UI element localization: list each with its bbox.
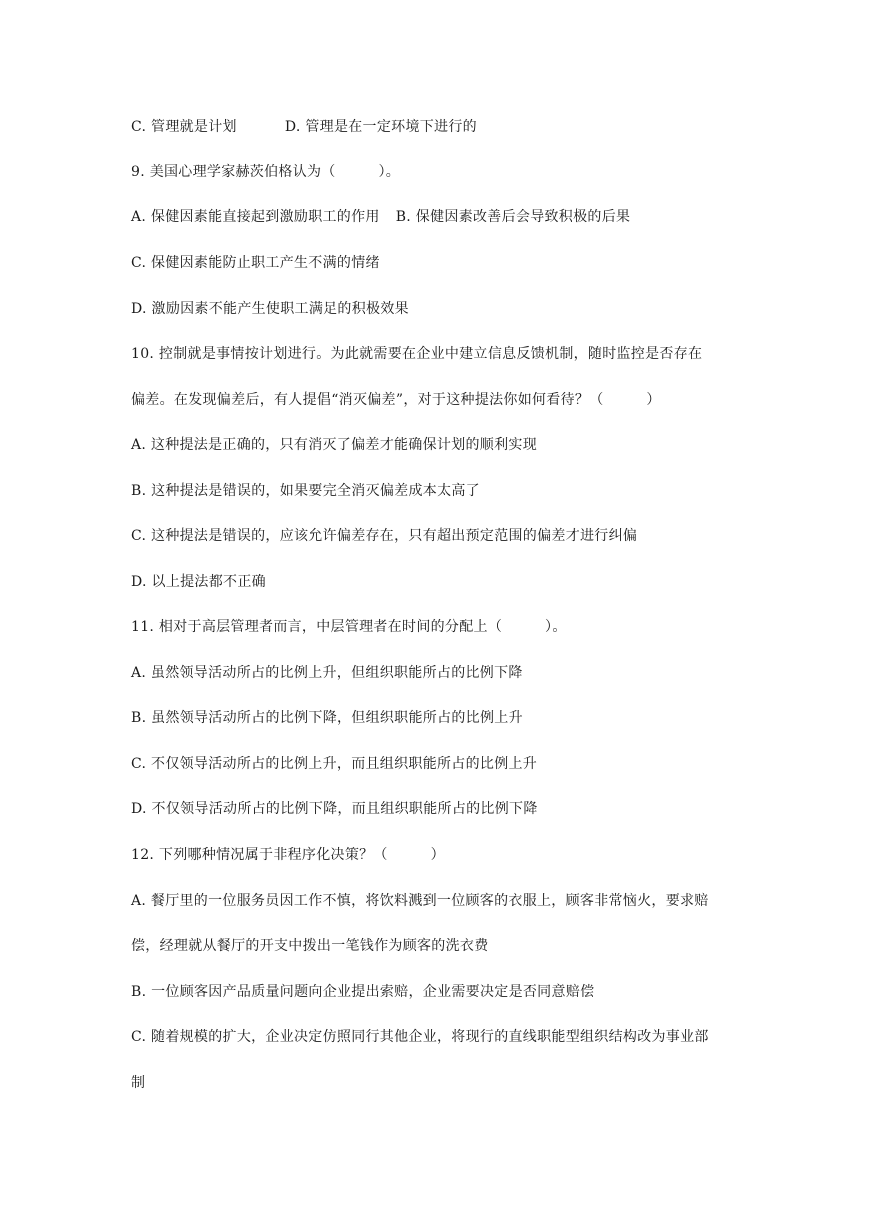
q10-option-b: B. 这种提法是错误的，如果要完全消灭偏差成本太高了: [131, 483, 480, 499]
q12-option-c-line1: C. 随着规模的扩大，企业决定仿照同行其他企业，将现行的直线职能型组织结构改为事业部: [131, 1029, 709, 1045]
q9-stem: 9. 美国心理学家赫茨伯格认为（ ）。: [131, 164, 401, 180]
q10-option-d: D. 以上提法都不正确: [131, 574, 266, 590]
q12-option-c-line2: 制: [131, 1075, 146, 1091]
q9-option-b: B. 保健因素改善后会导致积极的后果: [395, 209, 631, 225]
q12-option-b: B. 一位顾客因产品质量问题向企业提出索赔，企业需要决定是否同意赔偿: [131, 984, 595, 1000]
q12-option-a-line1: A. 餐厅里的一位服务员因工作不慎，将饮料溅到一位顾客的衣服上，顾客非常恼火，要求赔: [131, 893, 709, 909]
q10-stem-line2: 偏差。在发现偏差后，有人提倡“消灭偏差”，对于这种提法你如何看待？（ ）: [131, 392, 661, 408]
q9-options-row: [131, 207, 630, 227]
q12-stem: 12. 下列哪种情况属于非程序化决策？（ ）: [131, 847, 445, 863]
q10-stem-line1: 10. 控制就是事情按计划进行。为此就需要在企业中建立信息反馈机制，随时监控是否存在: [131, 346, 703, 362]
q10-option-c: C. 这种提法是错误的，应该允许偏差存在，只有超出预定范围的偏差才进行纠偏: [131, 528, 638, 544]
q11-option-a: A. 虽然领导活动所占的比例上升，但组织职能所占的比例下降: [131, 665, 523, 681]
q11-option-c: C. 不仅领导活动所占的比例上升，而且组织职能所占的比例上升: [131, 756, 538, 772]
q9-option-d: D. 激励因素不能产生使职工满足的积极效果: [131, 301, 409, 317]
q8-option-c: C. 管理就是计划: [131, 119, 237, 135]
q11-option-d: D. 不仅领导活动所占的比例下降，而且组织职能所占的比例下降: [131, 801, 538, 817]
q11-option-b: B. 虽然领导活动所占的比例下降，但组织职能所占的比例上升: [131, 710, 523, 726]
q11-stem: 11. 相对于高层管理者而言，中层管理者在时间的分配上（ ）。: [131, 619, 567, 635]
q8-option-d: D. 管理是在一定环境下进行的: [284, 119, 477, 135]
q9-option-a: A. 保健因素能直接起到激励职工的作用: [131, 209, 380, 225]
q9-option-c: C. 保健因素能防止职工产生不满的情绪: [131, 255, 380, 271]
q12-option-a-line2: 偿，经理就从餐厅的开支中拨出一笔钱作为顾客的洗衣费: [131, 938, 489, 954]
q8-options-row: [131, 117, 477, 137]
q10-option-a: A. 这种提法是正确的，只有消灭了偏差才能确保计划的顺利实现: [131, 437, 538, 453]
